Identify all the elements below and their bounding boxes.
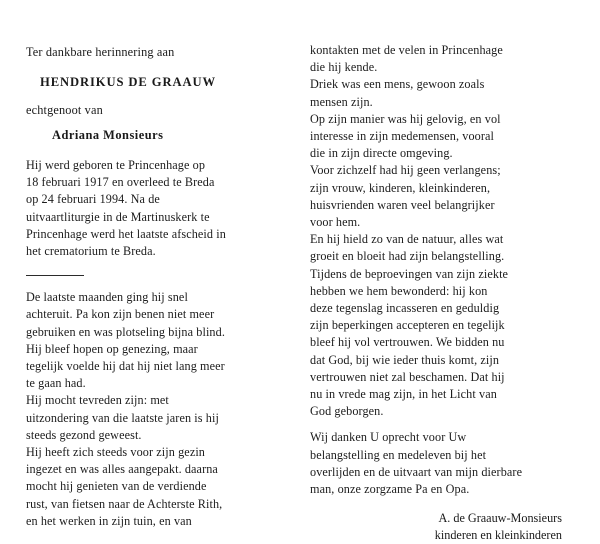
text-line: belangstelling en medeleven bij het xyxy=(310,447,487,462)
biography-paragraph xyxy=(26,157,284,260)
text-line: tegelijk voelde hij dat hij niet lang meer xyxy=(26,359,225,374)
text-line: op 24 februari 1994. Na de xyxy=(26,192,160,207)
text-line: uitvaartliturgie in de Martinuskerk te xyxy=(26,209,210,224)
text-line: hebben we hem bewonderd: hij kon xyxy=(310,283,488,298)
text-line: Voor zichzelf had hij geen verlangens; xyxy=(310,163,501,178)
left-column xyxy=(26,30,284,528)
text-line: zijn vrouw, kinderen, kleinkinderen, xyxy=(310,180,491,195)
text-line: deze tegenslag incasseren en geduldig xyxy=(310,301,500,316)
continuation-paragraph-5 xyxy=(310,231,568,265)
text-line: overlijden en de uitvaart van mijn dierbare xyxy=(310,464,523,479)
continuation-paragraph-4 xyxy=(310,162,568,231)
tribute-paragraph-3 xyxy=(26,444,284,530)
continuation-paragraph-1 xyxy=(310,42,568,76)
continuation-paragraph-2 xyxy=(310,76,568,110)
deceased-name: HENDRIKUS DE GRAAUW xyxy=(40,75,216,89)
text-line: man, onze zorgzame Pa en Opa. xyxy=(310,482,470,497)
signature-block xyxy=(310,510,568,544)
text-line: ingezet en was alles aangepakt. daarna xyxy=(26,462,218,477)
signature-line: kinderen en kleinkinderen xyxy=(434,528,562,543)
text-line: kontakten met de velen in Princenhage xyxy=(310,43,503,57)
text-line: Hij werd geboren te Princenhage op xyxy=(26,158,206,172)
text-line: interesse in zijn medemensen, vooral xyxy=(310,129,494,144)
text-line: Hij heeft zich steeds voor zijn gezin xyxy=(26,445,206,460)
text-line: dat God, bij wie ieder thuis komt, zijn xyxy=(310,352,500,367)
signature-line: A. de Graauw-Monsieurs xyxy=(438,511,562,526)
text-line: En hij hield zo van de natuur, alles wat xyxy=(310,232,504,247)
continuation-paragraph-6 xyxy=(310,266,568,421)
text-line: 18 februari 1917 en overleed te Breda xyxy=(26,175,215,190)
text-line: mocht hij genieten van de verdiende xyxy=(26,479,207,494)
relation-label: echtgenoot van xyxy=(26,103,103,117)
text-line: Tijdens de beproevingen van zijn ziekte xyxy=(310,266,509,281)
tribute-paragraph-1 xyxy=(26,289,284,392)
text-line: De laatste maanden ging hij snel xyxy=(26,290,188,305)
text-line: rust, van fietsen naar de Achterste Rith, xyxy=(26,496,223,511)
text-line: huisvrienden waren veel belangrijker xyxy=(310,197,495,212)
text-line: Princenhage werd het laatste afscheid in xyxy=(26,226,226,241)
text-line: Driek was een mens, gewoon zoals xyxy=(310,77,485,92)
text-line: groeit en bloeit had zijn belangstelling. xyxy=(310,249,505,264)
text-line: bleef hij vol vertrouwen. We bidden nu xyxy=(310,335,505,350)
text-line: Wij danken U oprecht voor Uw xyxy=(310,430,467,445)
text-line: mensen zijn. xyxy=(310,94,373,109)
text-line: het crematorium te Breda. xyxy=(26,244,156,259)
text-line: Op zijn manier was hij gelovig, en vol xyxy=(310,111,501,126)
text-line: God geborgen. xyxy=(310,404,384,419)
text-line: steeds gezond geweest. xyxy=(26,427,142,442)
divider-rule xyxy=(26,275,84,276)
text-line: Hij mocht tevreden zijn: met xyxy=(26,393,169,408)
text-line: uitzondering van die laatste jaren is hij xyxy=(26,410,219,425)
text-line: voor hem. xyxy=(310,215,361,230)
intro-text: Ter dankbare herinnering aan xyxy=(26,45,175,59)
spouse-name: Adriana Monsieurs xyxy=(52,128,164,142)
text-line: Hij bleef hopen op genezing, maar xyxy=(26,341,198,356)
text-line: die in zijn directe omgeving. xyxy=(310,146,453,161)
text-line: te gaan had. xyxy=(26,376,86,391)
spacer xyxy=(310,420,568,429)
text-line: achteruit. Pa kon zijn benen niet meer xyxy=(26,307,215,322)
text-line: en het werken in zijn tuin, en van xyxy=(26,513,192,528)
text-line: die hij kende. xyxy=(310,60,378,75)
text-line: zijn beperkingen accepteren en tegelijk xyxy=(310,318,505,333)
closing-paragraph xyxy=(310,429,568,498)
continuation-paragraph-3 xyxy=(310,111,568,163)
right-column xyxy=(310,30,568,543)
text-line: nu in vrede mag zijn, in het Licht van xyxy=(310,387,497,402)
text-line: gebruiken en was plotseling bijna blind. xyxy=(26,324,225,339)
tribute-paragraph-2 xyxy=(26,392,284,444)
text-line: vertrouwen niet zal beschamen. Dat hij xyxy=(310,369,505,384)
